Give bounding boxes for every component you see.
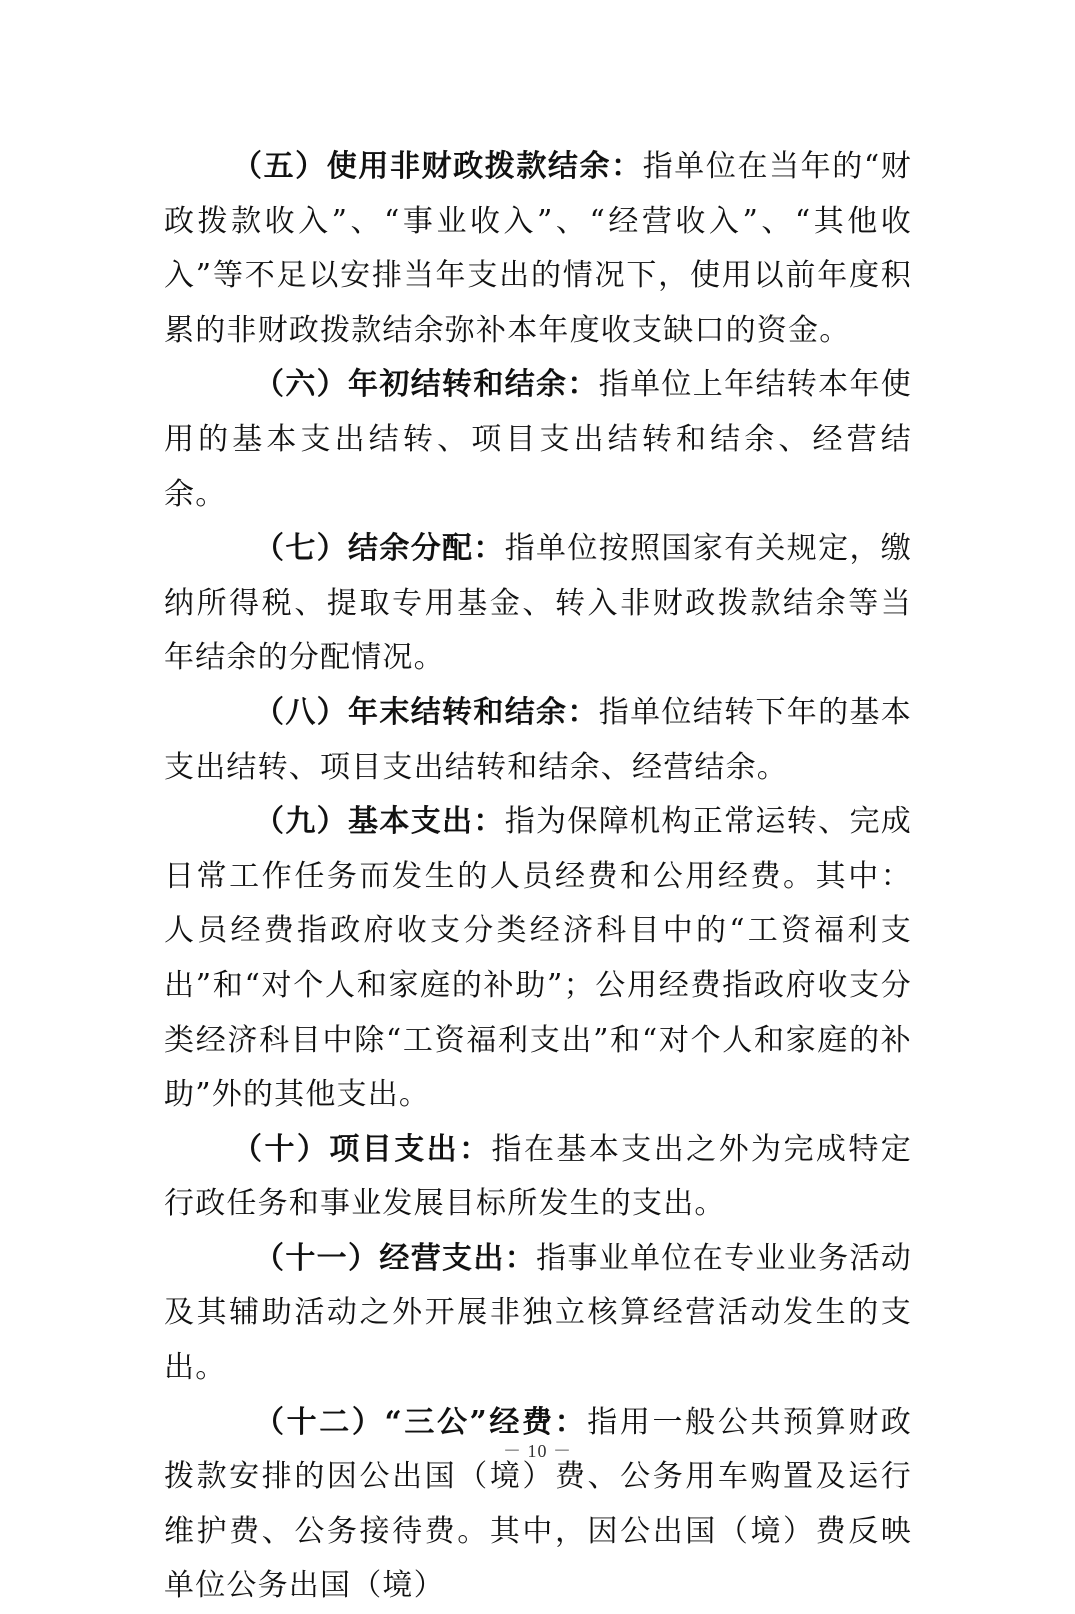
definition-10: 指在基本支出之外为完成特定行政任务和事业发展目标所发生的支出。: [164, 1131, 912, 1222]
definition-11: 指事业单位在专业业务活动及其辅助活动之外开展非独立核算经营活动发生的支出。: [164, 1240, 912, 1386]
term-5: （五）使用非财政拨款结余：: [232, 149, 643, 184]
term-10: （十）项目支出：: [232, 1131, 492, 1167]
paragraph-7: [164, 522, 912, 686]
paragraph-8: [164, 686, 912, 795]
paragraph-5: [164, 140, 912, 358]
definition-5: 指单位在当年的“财政拨款收入”、“事业收入”、“经营收入”、“其他收入”等不足以安排当年支出的情况下，使用以前年度积累的非财政拨款结余弥补本年度收支缺口的资金。: [164, 149, 912, 348]
term-8: （八）年末结转和结余：: [254, 694, 599, 730]
term-11: （十一）经营支出：: [254, 1240, 537, 1276]
paragraph-11: [164, 1232, 912, 1396]
term-6: （六）年初结转和结余：: [254, 367, 599, 403]
term-9: （九）基本支出：: [254, 804, 505, 840]
document-body: [164, 140, 912, 1614]
definition-8: 指单位结转下年的基本支出结转、项目支出结转和结余、经营结余。: [164, 694, 913, 785]
page-number: － 10 －: [503, 1441, 572, 1461]
term-12: （十二）“三公”经费：: [254, 1404, 588, 1440]
paragraph-9: [164, 795, 912, 1123]
definition-9: 指为保障机构正常运转、完成日常工作任务而发生的人员经费和公用经费。其中：人员经费指政府收支分类经济科目中的“工资福利支出”和“对个人和家庭的补助”；公用经费指政府收支分类经济科目中除“工资福利支出”和“对个人和家庭的补助”外的其他支出。: [164, 804, 912, 1113]
paragraph-12: [164, 1396, 912, 1614]
definition-12: 指用一般公共预算财政拨款安排的因公出国（境）费、公务用车购置及运行维护费、公务接待费。其中，因公出国（境）费反映单位公务出国（境）: [164, 1404, 913, 1604]
definition-7: 指单位按照国家有关规定，缴纳所得税、提取专用基金、转入非财政拨款结余等当年结余的分配情况。: [164, 531, 912, 676]
definition-6: 指单位上年结转本年使用的基本支出结转、项目支出结转和结余、经营结余。: [164, 367, 913, 512]
term-7: （七）结余分配：: [254, 531, 505, 567]
paragraph-10: [164, 1123, 912, 1232]
paragraph-6: [164, 358, 912, 522]
